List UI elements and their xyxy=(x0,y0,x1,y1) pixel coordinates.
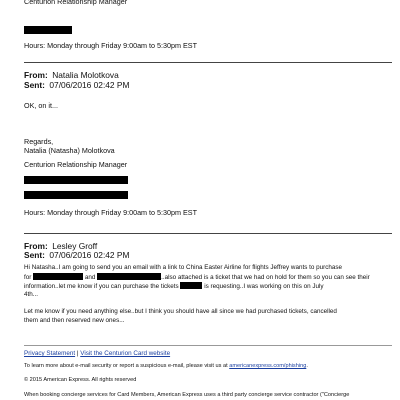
body-line: Let me know if you need anything else..but I think you should have all since we had purchased tickets, cancelled xyxy=(24,308,337,315)
phishing-link[interactable]: americanexpress.com/phishing xyxy=(229,363,307,369)
phishing-notice xyxy=(24,363,308,370)
redaction-bar xyxy=(33,273,83,280)
redaction-bar xyxy=(97,273,161,280)
redaction-bar xyxy=(24,176,128,184)
body-line: 4th... xyxy=(24,291,39,298)
body-line xyxy=(24,282,324,291)
concierge-notice: When booking concierge services for Card Members, American Express uses a third party concierge service contractor ("Concierge xyxy=(24,392,350,398)
signature-title: Centurion Relationship Manager xyxy=(24,0,128,6)
signature-name: Natalia (Natasha) Molotkova xyxy=(24,146,115,155)
email-divider xyxy=(24,62,392,63)
sent-value: 07/06/2016 02:42 PM xyxy=(49,80,130,90)
copyright: © 2015 American Express. All rights reserved xyxy=(24,377,137,383)
phishing-end: . xyxy=(306,363,308,369)
sent-label: Sent: xyxy=(24,250,45,260)
privacy-statement-link[interactable]: Privacy Statement xyxy=(24,350,76,357)
footer-divider xyxy=(24,345,392,346)
body-text: and xyxy=(84,274,96,281)
from-label: From: xyxy=(24,241,48,251)
sent-value: 07/06/2016 02:42 PM xyxy=(49,250,130,260)
signature-title: Centurion Relationship Manager xyxy=(24,160,128,169)
body-line: Hi Natasha..I am going to send you an email with a link to China Easter Airline for flights Jeffrey wants to purchase xyxy=(24,264,343,271)
from-label: From: xyxy=(24,70,48,80)
email-body: OK, on it... xyxy=(24,101,58,110)
redaction-bar xyxy=(180,282,202,289)
from-value: Lesley Groff xyxy=(52,241,98,251)
body-line: them and then reserved new ones... xyxy=(24,317,125,324)
redaction-bar xyxy=(24,26,72,34)
body-text: ..also attached is a ticket that we had on hold for them so you can see their xyxy=(161,274,370,281)
centurion-card-link[interactable]: Visit the Centurion Card website xyxy=(80,350,171,357)
footer-links xyxy=(24,350,170,358)
body-text: is requesting..I was working on this on July xyxy=(204,283,324,290)
from-value: Natalia Molotkova xyxy=(52,70,119,80)
signature-hours: Hours: Monday through Friday 9:00am to 5:30pm EST xyxy=(24,208,197,217)
signature-regards: Regards, xyxy=(24,137,54,146)
body-text: for xyxy=(24,274,32,281)
signature-hours: Hours: Monday through Friday 9:00am to 5:30pm EST xyxy=(24,41,197,50)
phishing-text: To learn more about e-mail security or report a suspicious e-mail, please visit us at xyxy=(24,363,228,369)
body-line xyxy=(24,273,370,282)
link-separator: | xyxy=(76,350,79,357)
email-sent xyxy=(24,245,129,263)
body-text: information..let me know if you can purchase the tickets xyxy=(24,283,179,290)
email-divider xyxy=(24,233,392,234)
email-sent xyxy=(24,75,129,93)
sent-label: Sent: xyxy=(24,80,45,90)
redaction-bar xyxy=(24,191,128,199)
